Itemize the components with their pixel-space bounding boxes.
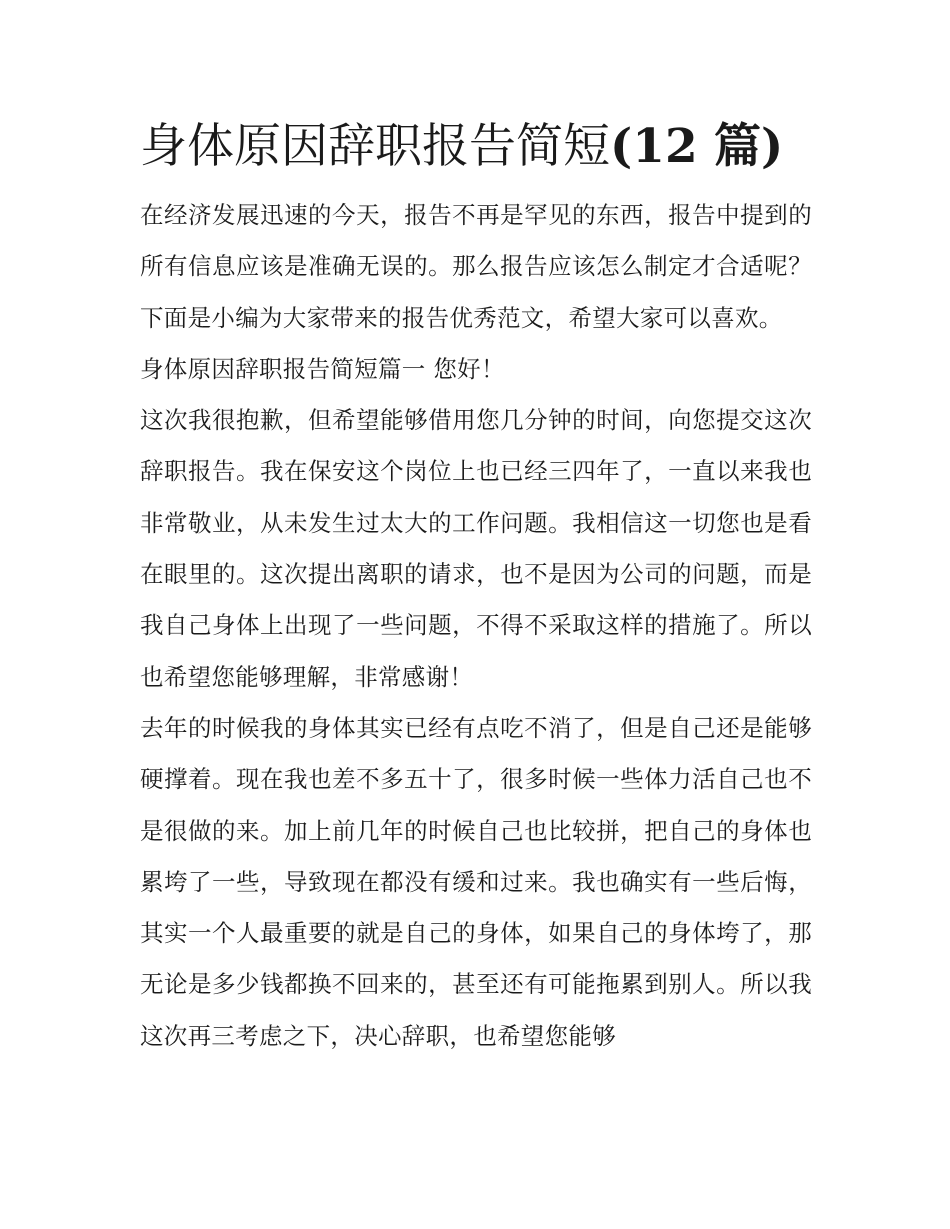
body-paragraph-1: 这次我很抱歉，但希望能够借用您几分钟的时间，向您提交这次辞职报告。我在保安这个岗位上也已经三四年了，一直以来我也非常敬业，从未发生过太大的工作问题。我相信这一切您也是看在眼里的。这次提出离职的请求，也不是因为公司的问题，而是我自己身体上出现了一些问题，不得不采取这样的措施了。所以也希望您能够理解，非常感谢！	[140, 406, 812, 691]
intro-paragraph: 在经济发展迅速的今天，报告不再是罕见的东西，报告中提到的所有信息应该是准确无误的。那么报告应该怎么制定才合适呢？下面是小编为大家带来的报告优秀范文，希望大家可以喜欢。	[140, 201, 812, 332]
document-page	[140, 112, 812, 1062]
document-title	[140, 112, 812, 182]
body-paragraph-2: 去年的时候我的身体其实已经有点吃不消了，但是自己还是能够硬撑着。现在我也差不多五十了，很多时候一些体力活自己也不是很做的来。加上前几年的时候自己也比较拼，把自己的身体也累垮了一些，导致现在都没有缓和过来。我也确实有一些后悔，其实一个人最重要的就是自己的身体，如果自己的身体垮了，那无论是多少钱都换不回来的，甚至还有可能拖累到别人。所以我这次再三考虑之下，决心辞职，也希望您能够	[140, 713, 812, 1050]
section-heading-paragraph: 身体原因辞职报告简短篇一 您好！	[140, 354, 505, 383]
title-main: 身体原因辞职报告简短	[140, 119, 610, 174]
title-suffix: (12 篇)	[610, 119, 784, 174]
